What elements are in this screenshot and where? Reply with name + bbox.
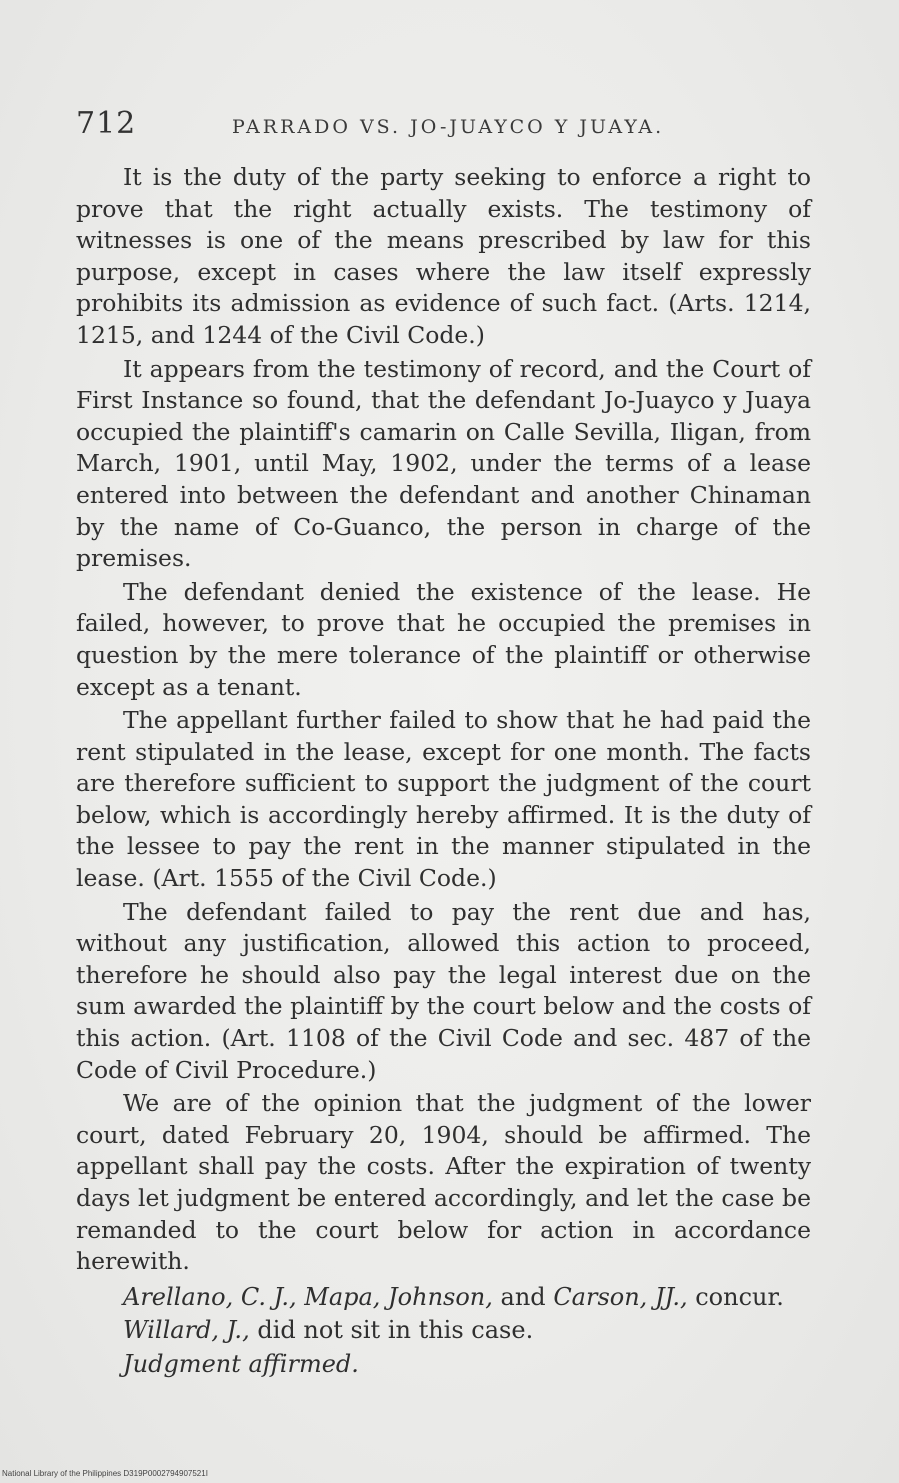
concurrence-line	[76, 1282, 811, 1314]
paragraph-2: It appears from the testimony of record, and the Court of First Instance so found, that the defendant Jo-Juayco y Juaya occupied the plaintiff's camarin on Calle Sevilla, Iligan, from March, 1901, until May, 1902, under the terms of a lease entered into between the defendant and another Chinaman by the name of Co-Guanco, the person in charge of the premises.	[76, 354, 811, 573]
disposition: Judgment affirmed.	[123, 1349, 359, 1378]
concurring-justices: Arellano, C. J., Mapa, Johnson,	[123, 1282, 493, 1311]
willard-line	[76, 1315, 811, 1347]
disposition-line	[76, 1349, 811, 1381]
running-head: PARRADO VS. JO-JUAYCO Y JUAYA.	[232, 116, 665, 138]
paragraph-4: The appellant further failed to show that he had paid the rent stipulated in the lease, except for one month. The facts are therefore sufficient to support the judgment of the court below, which is accordingly hereby affirmed. It is the duty of the lessee to pay the rent in the manner stipulated in the lease. (Art. 1555 of the Civil Code.)	[76, 706, 811, 893]
paragraph-1: It is the duty of the party seeking to enforce a right to prove that the right actually exists. The testimony of witnesses is one of the means prescribed by law for this purpose, except in cases where the law itself expressly prohibits its admission as evidence of such fact. (Arts. 1214, 1215, and 1244 of the Civil Code.)	[76, 163, 811, 349]
concur-word: concur.	[695, 1282, 784, 1311]
paragraph-6: We are of the opinion that the judgment of the lower court, dated February 20, 1904, should be affirmed. The appellant shall pay the costs. After the expiration of twenty days let judgment be entered accordingly, and let the case be remanded to the court below for action in accordance herewith.	[76, 1089, 811, 1276]
body-text	[76, 162, 811, 1381]
page-number: 712	[76, 106, 137, 141]
paragraph-3: The defendant denied the existence of the lease. He failed, however, to prove that he occupied the premises in question by the mere tolerance of the plaintiff or otherwise except as a tenant.	[76, 577, 811, 701]
scan-footer: National Library of the Philippines D319P0002794907521I	[2, 1469, 208, 1478]
willard-note: did not sit in this case.	[257, 1316, 534, 1345]
justice-carson: Carson, JJ.,	[553, 1282, 688, 1311]
paragraph-5: The defendant failed to pay the rent due and has, without any justification, allowed this action to proceed, therefore he should also pay the legal interest due on the sum awarded the plaintiff by the court below and the costs of this action. (Art. 1108 of the Civil Code and sec. 487 of the Code of Civil Procedure.)	[76, 897, 811, 1084]
justice-willard: Willard, J.,	[123, 1316, 250, 1345]
concurrence-and: and	[500, 1282, 546, 1311]
page-header	[76, 106, 816, 146]
